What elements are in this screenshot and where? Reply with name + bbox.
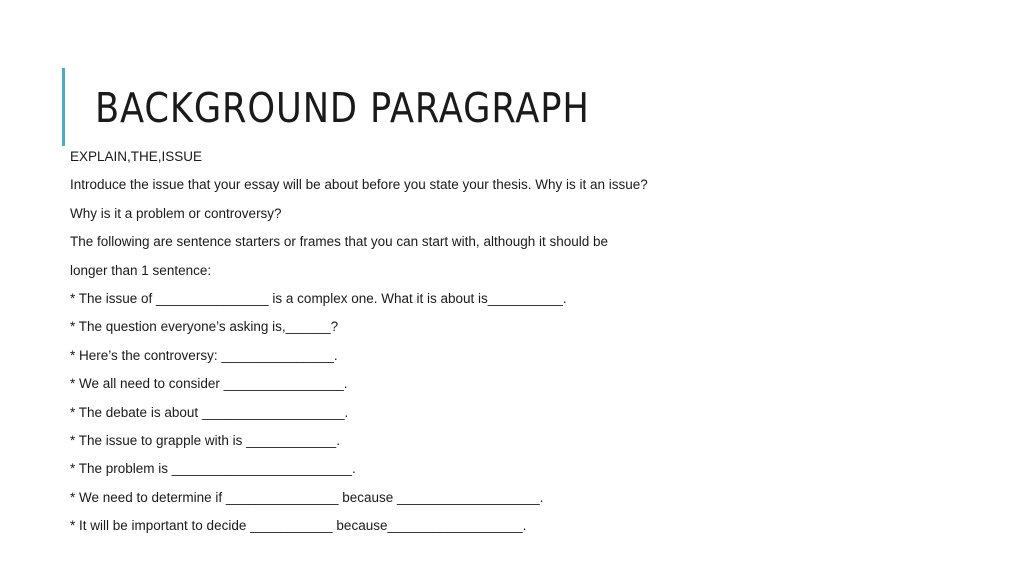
body-text-line: longer than 1 sentence:: [70, 262, 212, 278]
slide-title: BACKGROUND PARAGRAPH: [95, 84, 590, 132]
sentence-starter: * We all need to consider ________________.: [70, 376, 348, 392]
body-text-line: Why is it a problem or controversy?: [70, 205, 282, 221]
sentence-starter: * The debate is about ___________________.: [70, 404, 349, 420]
sentence-starter: * The problem is ________________________.: [70, 461, 356, 477]
section-heading: EXPLAIN,THE,ISSUE: [70, 149, 203, 164]
sentence-starter: * It will be important to decide ___________ because__________________.: [70, 518, 527, 534]
sentence-starter: * The issue to grapple with is ____________.: [70, 432, 340, 448]
title-accent-bar: [62, 68, 65, 146]
body-text-line: The following are sentence starters or frames that you can start with, although it should be: [70, 234, 609, 250]
slide-body: [70, 143, 1000, 540]
sentence-starter: * The question everyone’s asking is,______?: [70, 319, 339, 335]
sentence-starter: * Here’s the controversy: _______________.: [70, 347, 338, 363]
sentence-starter: * We need to determine if _______________ because ___________________.: [70, 489, 544, 505]
sentence-starter: * The issue of _______________ is a complex one. What it is about is__________.: [70, 290, 567, 306]
body-text-line: Introduce the issue that your essay will be about before you state your thesis. Why is it an issue?: [70, 177, 648, 193]
